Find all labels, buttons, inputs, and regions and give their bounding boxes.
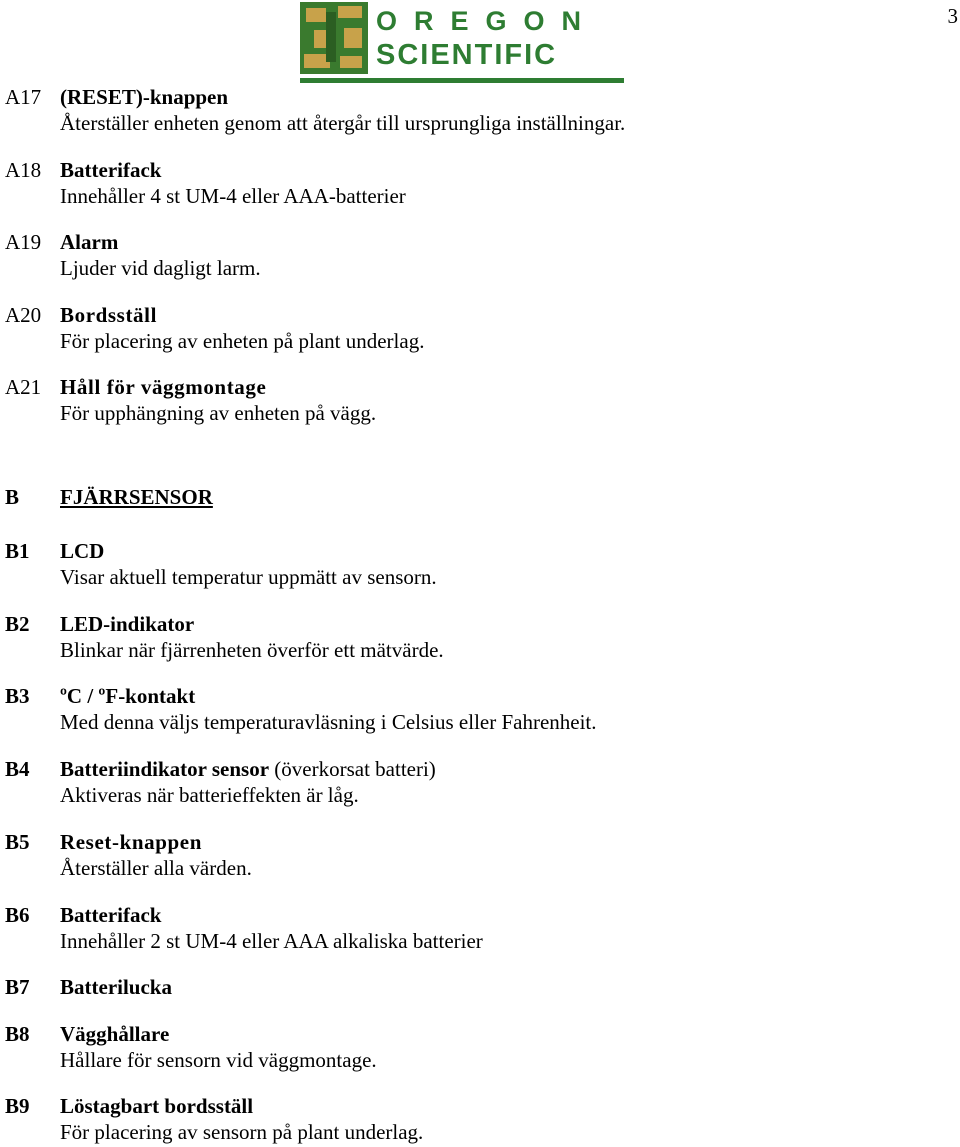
item-code: A20 <box>5 303 42 327</box>
item-code: B2 <box>5 612 30 636</box>
item-title: (RESET)-knappen <box>60 85 229 109</box>
logo-line1: OREGON <box>376 6 599 36</box>
item-description: Aktiveras när batterieffekten är låg. <box>60 783 359 807</box>
item-title: Reset-knappen <box>60 830 202 854</box>
item-code: B7 <box>5 975 30 999</box>
item-code: B9 <box>5 1094 30 1118</box>
item-code: A18 <box>5 158 42 182</box>
item-code: B3 <box>5 684 30 708</box>
item-code: B1 <box>5 539 30 563</box>
item-title: Batterilucka <box>60 975 172 999</box>
section-title: FJÄRRSENSOR <box>60 485 213 509</box>
item-code: B8 <box>5 1022 30 1046</box>
item-code: A19 <box>5 230 42 254</box>
item-description: Återställer alla värden. <box>60 856 252 880</box>
item-title: LCD <box>60 539 105 563</box>
item-description: Hållare för sensorn vid väggmontage. <box>60 1048 377 1072</box>
logo-line2: SCIENTIFIC <box>376 39 558 71</box>
item-description: Blinkar när fjärrenheten överför ett mätvärde. <box>60 638 444 662</box>
item-description: Innehåller 2 st UM-4 eller AAA alkaliska batterier <box>60 929 483 953</box>
item-code: B6 <box>5 903 30 927</box>
item-description: Ljuder vid dagligt larm. <box>60 256 261 280</box>
logo-emblem <box>300 2 368 74</box>
item-description: Visar aktuell temperatur uppmätt av sensorn. <box>60 565 437 589</box>
item-code: A17 <box>5 85 42 109</box>
item-description: Innehåller 4 st UM-4 eller AAA-batterier <box>60 184 406 208</box>
item-title: Löstagbart bordsställ <box>60 1094 254 1118</box>
item-title: Bordsställ <box>60 303 158 327</box>
item-code: B4 <box>5 757 30 781</box>
item-title: Alarm <box>60 230 119 254</box>
item-title-note: (överkorsat batteri) <box>269 757 436 781</box>
item-title: Batterifack <box>60 903 162 927</box>
item-description: Med denna väljs temperaturavläsning i Celsius eller Fahrenheit. <box>60 710 597 734</box>
item-title: Batteriindikator sensor <box>60 757 270 781</box>
item-title: LED-indikator <box>60 612 195 636</box>
page-number: 3 <box>947 4 958 28</box>
oregon-scientific-logo <box>300 2 626 84</box>
logo-graphic <box>300 2 626 84</box>
item-description: Återställer enheten genom att återgår till ursprungliga inställningar. <box>60 111 626 135</box>
section-code: B <box>5 485 20 509</box>
item-description: För placering av enheten på plant underlag. <box>60 329 425 353</box>
item-description: För upphängning av enheten på vägg. <box>60 401 377 425</box>
item-code: B5 <box>5 830 30 854</box>
item-title: ºC / ºF-kontakt <box>60 684 196 708</box>
item-title: Håll för väggmontage <box>60 375 267 399</box>
item-description: För placering av sensorn på plant underlag. <box>60 1120 424 1144</box>
item-title: Vägghållare <box>60 1022 170 1046</box>
item-code: A21 <box>5 375 42 399</box>
item-title: Batterifack <box>60 158 162 182</box>
